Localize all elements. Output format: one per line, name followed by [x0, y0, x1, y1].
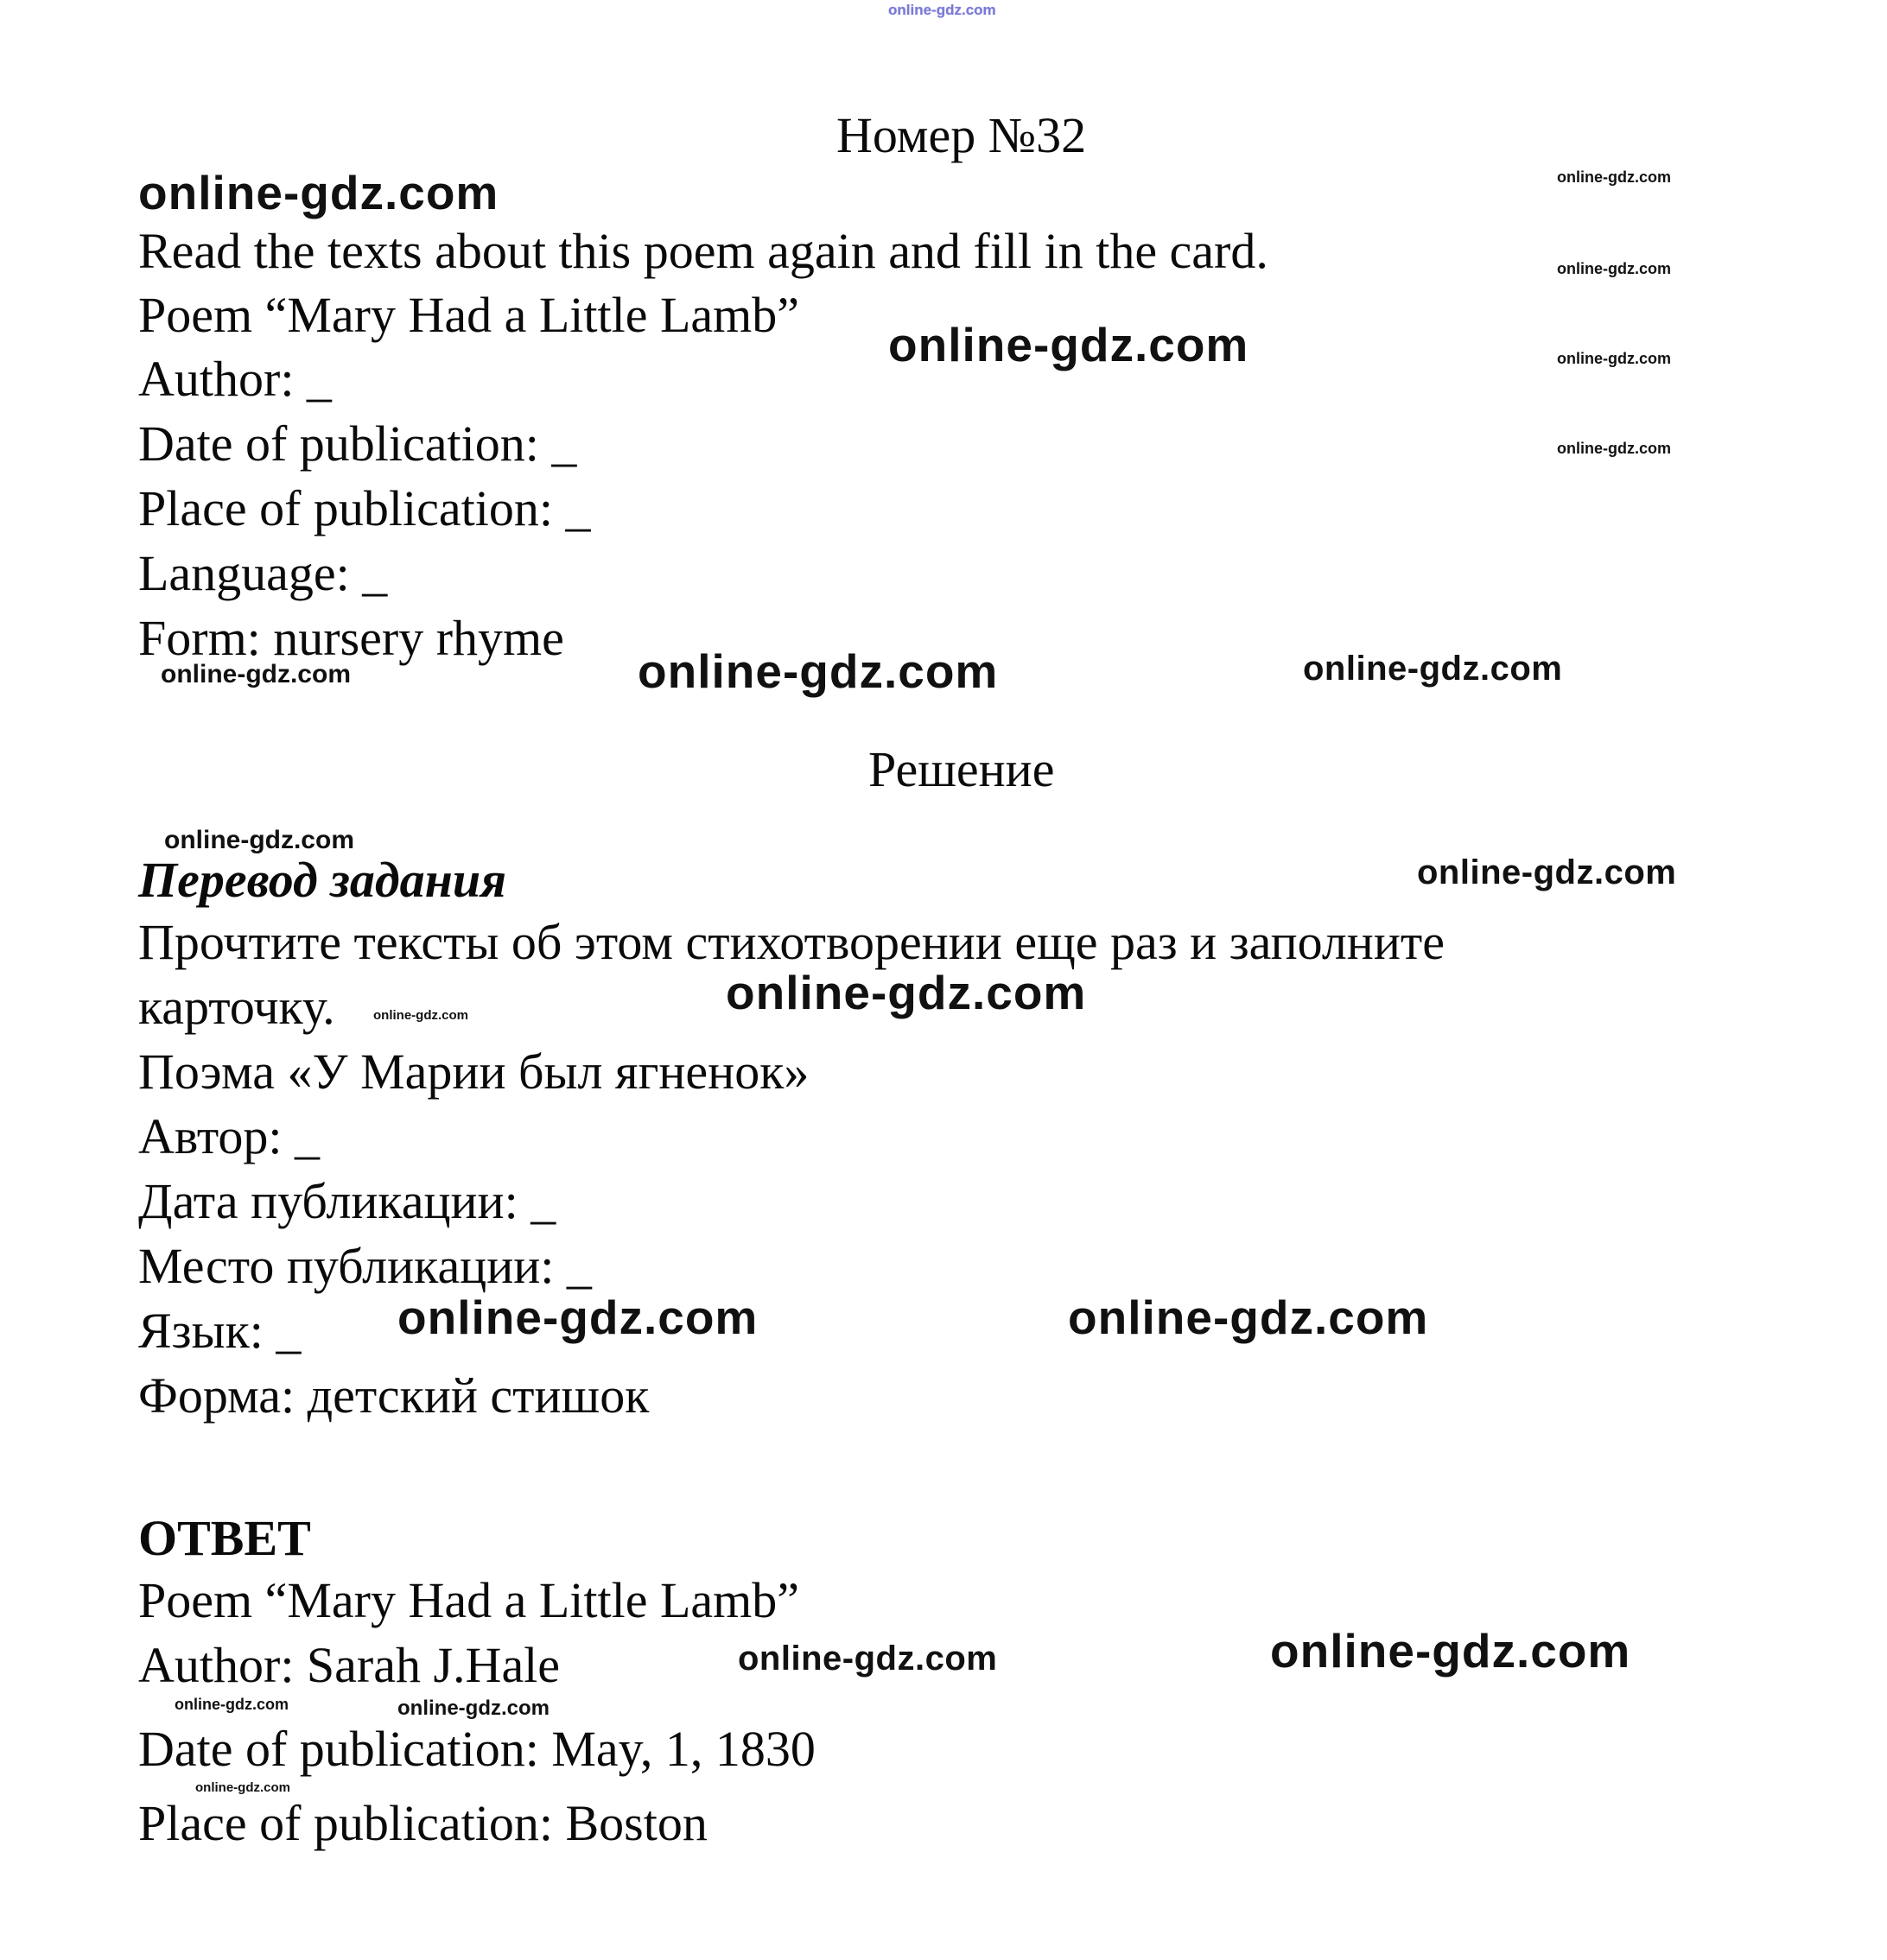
page-title: Номер №32 [836, 107, 1087, 163]
answer-heading: ОТВЕТ [138, 1510, 311, 1566]
answer-line-poem: Poem “Mary Had a Little Lamb” [138, 1572, 800, 1628]
translation-line-poem: Поэма «У Марии был ягненок» [138, 1043, 810, 1100]
translation-line-form: Форма: детский стишок [138, 1367, 650, 1424]
watermark-big-left: online-gdz.com [138, 166, 499, 219]
task-line-date: Date of publication: _ [138, 415, 577, 472]
translation-instruction-line1: Прочтите тексты об этом стихотворении еще раз и заполните [138, 914, 1445, 970]
translation-line-author: Автор: _ [138, 1108, 321, 1164]
watermark-big-center-1: online-gdz.com [638, 644, 999, 698]
watermark-small-left-2: online-gdz.com [164, 826, 354, 854]
task-line-form: Form: nursery rhyme [138, 610, 564, 666]
watermark-med-center: online-gdz.com [738, 1640, 998, 1678]
task-line-author: Author: _ [138, 351, 332, 407]
answer-line-date: Date of publication: May, 1, 1830 [138, 1721, 816, 1777]
translation-line-language: Язык: _ [138, 1303, 302, 1359]
watermark-big-center-3: online-gdz.com [397, 1291, 759, 1344]
task-line-poem: Poem “Mary Had a Little Lamb” [138, 287, 800, 343]
translation-line-date: Дата публикации: _ [138, 1173, 556, 1229]
translation-heading: Перевод задания [138, 852, 506, 908]
watermark-small-left-1: online-gdz.com [161, 660, 351, 688]
watermark-big-center-2: online-gdz.com [726, 966, 1087, 1019]
task-line-language: Language: _ [138, 545, 388, 601]
translation-line-place: Место публикации: _ [138, 1238, 592, 1294]
watermark-small-under-author-2: online-gdz.com [397, 1697, 550, 1720]
watermark-right-4: online-gdz.com [1557, 440, 1671, 457]
watermark-after-poem: online-gdz.com [888, 318, 1249, 371]
watermark-med-right-1: online-gdz.com [1303, 650, 1563, 688]
answer-line-place: Place of publication: Boston [138, 1795, 708, 1851]
watermark-top-blue: online-gdz.com [888, 2, 996, 18]
watermark-med-right-2: online-gdz.com [1417, 853, 1677, 891]
watermark-right-3: online-gdz.com [1557, 350, 1671, 367]
answer-line-author: Author: Sarah J.Hale [138, 1637, 561, 1693]
watermark-big-right-2: online-gdz.com [1270, 1624, 1631, 1678]
watermark-tiny-2: online-gdz.com [195, 1780, 290, 1795]
watermark-right-1: online-gdz.com [1557, 168, 1671, 186]
solution-heading: Решение [868, 741, 1055, 797]
task-instruction: Read the texts about this poem again and fill in the card. [138, 223, 1268, 279]
watermark-right-2: online-gdz.com [1557, 260, 1671, 277]
watermark-big-right-1: online-gdz.com [1068, 1291, 1429, 1344]
translation-instruction-line2: карточку. [138, 979, 335, 1035]
task-line-place: Place of publication: _ [138, 480, 591, 536]
watermark-tiny-1: online-gdz.com [373, 1008, 468, 1023]
watermark-small-under-author-1: online-gdz.com [175, 1696, 289, 1713]
